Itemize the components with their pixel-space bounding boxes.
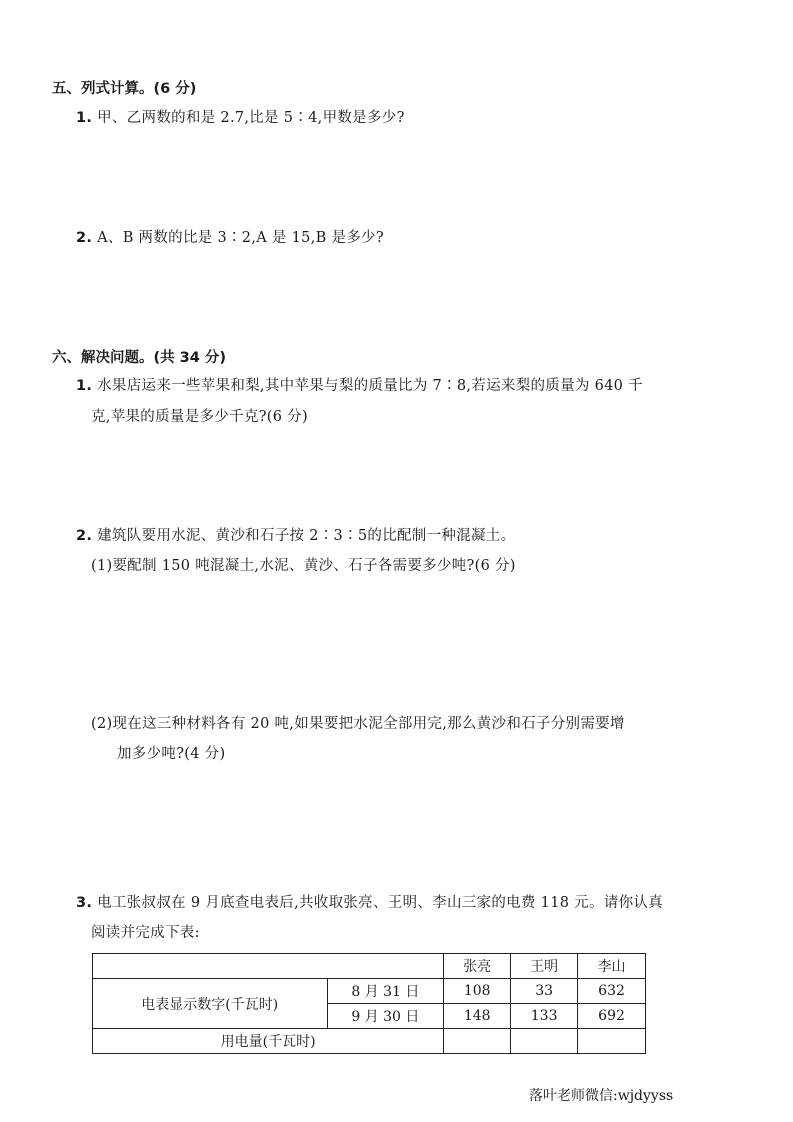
section-6-title: 六、解决问题。(共 34 分) <box>52 350 227 366</box>
header-zhang-liang: 张亮 <box>444 954 511 979</box>
question-6-2-sub2-line2: 加多少吨?(4 分) <box>117 746 226 762</box>
question-6-1 <box>76 374 643 395</box>
header-li-shan: 李山 <box>578 954 646 979</box>
table-row-usage <box>93 1029 646 1054</box>
question-number: 2. <box>76 528 93 544</box>
header-wang-ming: 王明 <box>511 954 578 979</box>
value-cell: 692 <box>578 1004 646 1029</box>
date-cell: 9 月 30 日 <box>327 1004 444 1029</box>
usage-label: 用电量(千瓦时) <box>93 1029 444 1054</box>
electricity-table <box>92 953 646 1054</box>
question-text: A、B 两数的比是 3∶2,A 是 15,B 是多少? <box>97 230 384 246</box>
footer-contact: 落叶老师微信:wjdyyss <box>529 1088 674 1104</box>
usage-answer-cell[interactable] <box>578 1029 646 1054</box>
question-number: 1. <box>76 110 93 126</box>
question-5-1 <box>76 106 405 127</box>
question-5-2 <box>76 226 384 247</box>
question-number: 2. <box>76 230 93 246</box>
value-cell: 33 <box>511 979 578 1004</box>
value-cell: 632 <box>578 979 646 1004</box>
question-text: 建筑队要用水泥、黄沙和石子按 2∶3∶5的比配制一种混凝土。 <box>97 528 516 544</box>
value-cell: 133 <box>511 1004 578 1029</box>
question-6-3-line2: 阅读并完成下表: <box>91 925 200 941</box>
table-corner-cell <box>93 954 444 979</box>
value-cell: 108 <box>444 979 511 1004</box>
section-5-title: 五、列式计算。(6 分) <box>52 81 197 97</box>
question-text: 甲、乙两数的和是 2.7,比是 5∶4,甲数是多少? <box>97 110 405 126</box>
usage-answer-cell[interactable] <box>444 1029 511 1054</box>
question-6-2-sub2-line1: (2)现在这三种材料各有 20 吨,如果要把水泥全部用完,那么黄沙和石子分别需要增 <box>91 716 625 732</box>
question-6-2-sub1: (1)要配制 150 吨混凝土,水泥、黄沙、石子各需要多少吨?(6 分) <box>91 558 516 574</box>
question-6-1-line2: 克,苹果的质量是多少千克?(6 分) <box>91 409 308 425</box>
question-number: 3. <box>76 895 93 911</box>
question-6-3 <box>76 891 663 912</box>
meter-reading-label: 电表显示数字(千瓦时) <box>93 979 328 1029</box>
question-text-line1: 电工张叔叔在 9 月底查电表后,共收取张亮、王明、李山三家的电费 118 元。请你认真 <box>97 895 663 911</box>
question-6-2 <box>76 524 515 545</box>
question-number: 1. <box>76 378 93 394</box>
value-cell: 148 <box>444 1004 511 1029</box>
date-cell: 8 月 31 日 <box>327 979 444 1004</box>
table-row <box>93 979 646 1004</box>
table-header-row <box>93 954 646 979</box>
question-text-line1: 水果店运来一些苹果和梨,其中苹果与梨的质量比为 7∶8,若运来梨的质量为 640 千 <box>97 378 643 394</box>
usage-answer-cell[interactable] <box>511 1029 578 1054</box>
